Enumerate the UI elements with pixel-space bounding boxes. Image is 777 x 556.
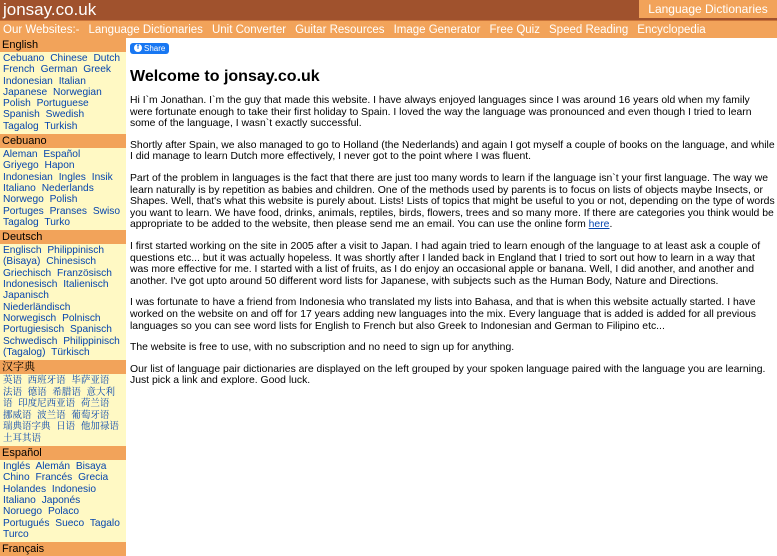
sidebar-language-link[interactable]: Türkisch [51,346,90,358]
sidebar-language-link[interactable]: Italiano [3,182,36,194]
sidebar-language-link[interactable]: Portugiesisch [3,324,65,336]
sidebar-language-link[interactable]: 法语 [3,386,23,398]
sidebar-language-link[interactable]: Sueco [55,517,85,529]
sidebar-language-link[interactable]: Aleman [3,149,38,161]
sidebar-language-link[interactable]: Indonesio [51,483,97,495]
sidebar-language-link[interactable]: Griyego [3,160,39,172]
sidebar-language-link[interactable]: 毕萨亚语 [71,375,110,387]
main-content [130,38,775,397]
sidebar-group-links [0,52,126,134]
sidebar-language-link[interactable]: Swedish [45,109,85,121]
nav-link-encyclopedia[interactable]: Encyclopedia [637,23,706,36]
sidebar-language-link[interactable]: Dutch [93,53,121,64]
websites-nav [0,20,777,38]
sidebar-language-link[interactable]: Norwegisch [3,312,57,324]
sidebar-language-link[interactable]: 他加禄语 [80,421,119,433]
paragraph-3-text: Part of the problem in languages is the fact that there are just too many words to learn if the language isn`t your first language. The way we learn naturally is by repetition as babies and children. One of the methods used by parents is to focus on lists of objects maybe Insects, or Shapes. Well, that's what this website is purely about. Lists! Lists of topics that might be useful to you or not, depending on the type of words you want to learn. We have food, drinks, animals, reptiles, birds, flowers, trees and so many more. If there are categories you think would be appropriate to be added to the website, then please send me an email. You can use the online form [130,172,775,231]
sidebar-language-link[interactable]: Italienisch [63,279,109,291]
sidebar-language-link[interactable]: Greek [83,64,111,76]
sidebar-language-link[interactable]: 日语 [56,421,76,433]
sidebar-language-link[interactable]: 波兰语 [37,409,66,421]
sidebar-language-link[interactable]: Chino [3,472,30,484]
sidebar-language-link[interactable]: 意大利语 [3,386,115,410]
sidebar-language-link[interactable]: Grecia [78,472,109,484]
sidebar-language-link[interactable]: Francés [35,472,73,484]
sidebar-language-link[interactable]: Japonés [41,495,81,507]
sidebar-language-link[interactable]: 土耳其语 [3,432,42,444]
sidebar-language-link[interactable]: Ingles [58,171,86,183]
top-bar [0,0,777,20]
sidebar-language-link[interactable]: Indonesisch [3,279,58,291]
sidebar-language-link[interactable]: Indonesian [3,75,53,87]
sidebar-language-link[interactable]: Holandes [3,483,47,495]
sidebar-language-link[interactable]: German [40,64,78,76]
sidebar-language-link[interactable]: 德语 [27,386,47,398]
sidebar-group-heading: Français [0,542,126,556]
site-title[interactable]: jonsay.co.uk [3,0,97,19]
sidebar-language-link[interactable]: Pranses [49,205,87,217]
sidebar-language-link[interactable]: Cebuano [3,53,45,64]
sidebar-language-link[interactable]: Polish [3,98,31,110]
sidebar-language-link[interactable]: 西班牙语 [27,375,66,387]
sidebar-language-link[interactable]: 英语 [3,375,23,387]
sidebar-language-link[interactable]: 瑞典语字典 [3,421,51,433]
sidebar-group-links [0,374,126,446]
sidebar-group-heading: Deutsch [0,230,126,244]
sidebar-language-link[interactable]: Insik [91,171,113,183]
sidebar-group-heading: Español [0,446,126,460]
sidebar-language-link[interactable]: Norwego [3,194,44,206]
sidebar-group-links [0,148,126,230]
sidebar-language-link[interactable]: Polish [49,194,78,206]
nav-link-unit-converter[interactable]: Unit Converter [211,23,287,36]
sidebar-language-link[interactable]: Schwedisch [3,335,58,347]
language-sidebar [0,38,126,556]
sidebar-language-link[interactable]: Philippinisch (Bisaya) [3,245,104,268]
sidebar-language-link[interactable]: Philippinisch (Tagalog) [3,335,120,358]
sidebar-language-link[interactable]: Portuges [3,205,44,217]
sidebar-language-link[interactable]: Tagalog [3,120,39,132]
sidebar-language-link[interactable]: Japanisch [3,290,49,302]
nav-link-image-generator[interactable]: Image Generator [393,23,481,36]
sidebar-language-link[interactable]: Englisch [3,245,42,257]
sidebar-language-link[interactable]: Tagalo [89,517,120,529]
sidebar-language-link[interactable]: Italiano [3,495,36,507]
sidebar-language-link[interactable]: Hapon [44,160,75,172]
sidebar-group-heading: English [0,38,126,52]
sidebar-language-link[interactable]: Chinese [50,53,88,64]
sidebar-language-link[interactable]: Alemán [35,461,71,473]
sidebar-language-link[interactable]: Chinesisch [46,256,97,268]
intro-paragraph-1: Hi I`m Jonathan. I`m the guy that made this website. I have always enjoyed languages since I was around 16 years old when my family were fortunate enough to take their first holiday to Spain. I loved the way the language was pronounced and even though I tried to learn some of the language, I wasn`t exactly successful. [130,95,752,130]
sidebar-language-link[interactable]: Turko [44,216,71,228]
sidebar-language-link[interactable]: Swiso [92,205,121,217]
nav-link-guitar-resources[interactable]: Guitar Resources [295,23,385,36]
sidebar-language-link[interactable]: Spanisch [70,324,112,336]
intro-paragraph-4: I first started working on the site in 2005 after a visit to Japan. I had again tried to learn enough of the language to at least ask a couple of questions etc... but it was actually hopeless. It was shortly after I landed back in England that I tried to sort out how to learn in a way that was more effective for me. I started with a list of fruits, as I do enjoy an occasional apple or banana. Well, I did another, and another and another. I've got upto around 50 different word lists for Japanese, with subjects such as the Human Body, Nature and Directions. [130,240,761,287]
nav-label: Our Websites:- [3,23,80,36]
sidebar-language-link[interactable]: Italian [58,75,86,87]
sidebar-language-link[interactable]: Nederlands [41,182,94,194]
sidebar-language-link[interactable]: 希腊语 [52,386,81,398]
sidebar-language-link[interactable]: Spanish [3,109,40,121]
sidebar-group-links [0,244,126,360]
sidebar-language-link[interactable]: Indonesian [3,171,53,183]
sidebar-language-link[interactable]: Portuguese [36,98,89,110]
sidebar-language-link[interactable]: 荷兰语 [80,398,110,410]
sidebar-language-link[interactable]: Polaco [47,506,80,518]
contact-form-link[interactable]: here [588,219,610,231]
sidebar-language-link[interactable]: Tagalog [3,216,39,228]
intro-paragraph-5: I was fortunate to have a friend from Indonesia who translated my lists into Bahasa, and that is when this website actually started. I have worked on the website on and off for 17 years adding new languages into the mix. Every language that is added is added for all previous languages so you can see word lists for English to French but also Greek to Indonesian and German to Filipino etc... [130,297,756,332]
sidebar-language-link[interactable]: Inglés [3,461,31,473]
section-label: Language Dictionaries [639,0,777,18]
sidebar-language-link[interactable]: 印度尼西亚语 [18,398,76,410]
sidebar-language-link[interactable]: Portugués [3,517,50,529]
sidebar-language-link[interactable]: 挪威语 [3,409,32,421]
intro-paragraph-2: Shortly after Spain, we also managed to go to Holland (the Nederlands) and again I got myself a couple of books on the language, and while I did manage to learn Dutch more effectively, I never got to the point where I was fluent. [130,139,775,163]
intro-paragraph-7: Our list of language pair dictionaries are displayed on the left grouped by your spoken language paired with the language you are learning. Just pick a link and explore. Good luck. [130,363,766,387]
sidebar-language-link[interactable]: Bisaya [75,461,107,473]
sidebar-language-link[interactable]: Polnisch [62,312,101,324]
sidebar-language-link[interactable]: Turco [3,528,29,540]
sidebar-language-link[interactable]: Español [43,149,81,161]
sidebar-language-link[interactable]: Griechisch [3,267,52,279]
sidebar-language-link[interactable]: Niederländisch [3,301,71,313]
sidebar-language-link[interactable]: Französisch [56,267,112,279]
sidebar-group-heading: 汉字典 [0,360,126,374]
facebook-share-button[interactable] [130,43,169,54]
sidebar-language-link[interactable]: 葡萄牙语 [71,409,110,421]
sidebar-group-heading: Cebuano [0,134,126,148]
nav-link-free-quiz[interactable]: Free Quiz [489,23,540,36]
nav-link-language-dictionaries[interactable]: Language Dictionaries [88,23,203,36]
intro-paragraph-3 [130,173,775,231]
sidebar-group-links [0,460,126,542]
facebook-icon: f [134,44,142,52]
sidebar-language-link[interactable]: French [3,64,35,76]
intro-paragraph-6: The website is free to use, with no subscription and no need to sign up for anything. [130,342,515,354]
sidebar-language-link[interactable]: Norwegian [53,86,102,98]
share-label: Share [144,44,166,53]
nav-link-speed-reading[interactable]: Speed Reading [549,23,629,36]
paragraph-3-end: . [609,219,613,231]
sidebar-language-link[interactable]: Japanese [3,86,48,98]
page-title: Welcome to jonsay.co.uk [130,68,320,85]
sidebar-language-link[interactable]: Noruego [3,506,43,518]
sidebar-language-link[interactable]: Turkish [44,120,78,132]
